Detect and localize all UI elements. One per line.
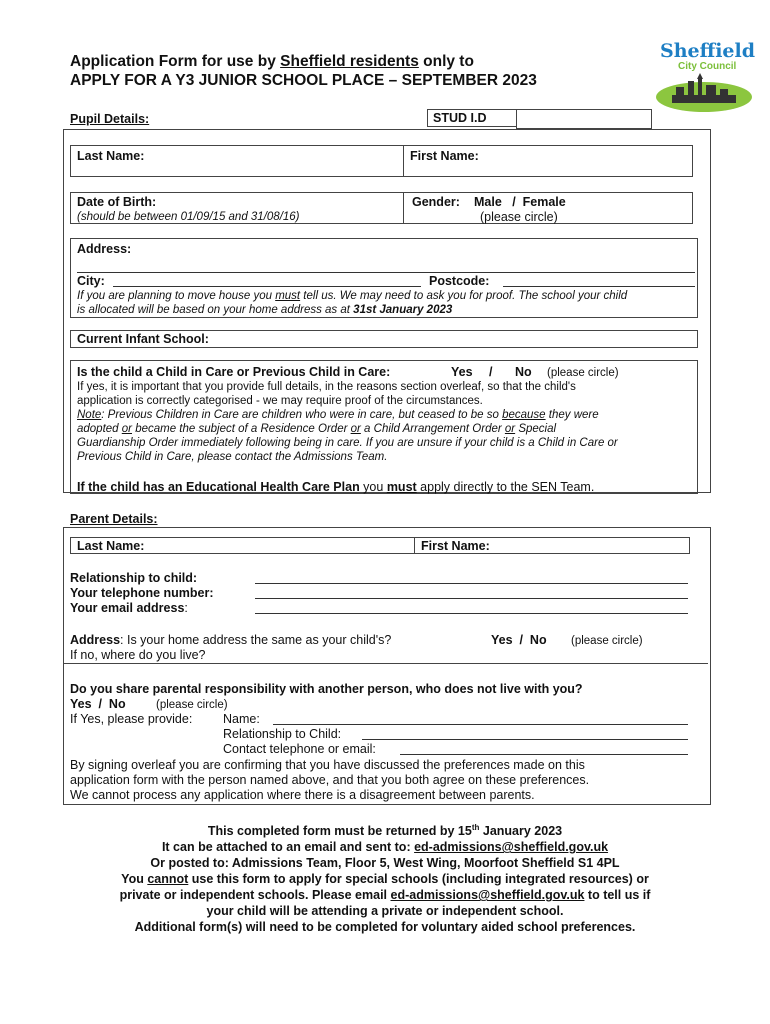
ehcp-post: apply directly to the SEN Team.: [416, 480, 595, 494]
care-note-or-1: or: [121, 423, 132, 435]
pupil-last-name-label: Last Name:: [77, 149, 145, 163]
signing-note-3: We cannot process any application where there is a disagreement between parents.: [70, 788, 535, 802]
dob-hint: (should be between 01/09/15 and 31/08/16): [77, 211, 300, 223]
parent-address-question: [70, 633, 391, 647]
gender-options[interactable]: Male / Female: [474, 195, 566, 209]
footer-return-post: January 2023: [479, 824, 563, 839]
shared-yes-no[interactable]: Yes / No: [70, 697, 126, 711]
parent-details-heading: Parent Details:: [70, 512, 158, 526]
signing-note-2: application form with the person named above, and that you both agree on these preferences.: [70, 773, 590, 787]
child-in-care-block: [70, 360, 698, 494]
care-note-1a: : Previous Children in Care are children who were in care, but ceased to be so: [101, 409, 503, 421]
parent-address-hint: (please circle): [571, 635, 643, 647]
title-pre: Application Form for use by: [70, 53, 281, 70]
care-note-or-3: or: [504, 423, 516, 435]
parent-last-name-label: Last Name:: [77, 539, 145, 553]
title-post: only to: [418, 53, 474, 70]
gender-hint: (please circle): [480, 210, 558, 224]
other-name-label: Name:: [223, 712, 260, 726]
care-note-because: because: [502, 409, 546, 421]
ehcp-bold: If the child has an Educational Health Care Plan: [77, 480, 360, 494]
footer-line-3: Or posted to: Admissions Team, Floor 5, West Wing, Moorfoot Sheffield S1 4PL: [150, 856, 620, 871]
shared-hint: (please circle): [156, 699, 228, 711]
footer-line-4: [40, 871, 730, 887]
address-line[interactable]: [77, 272, 695, 273]
move-note-must: must: [275, 290, 301, 302]
telephone-line[interactable]: [255, 598, 688, 599]
footer-cannot: cannot: [147, 872, 189, 887]
care-note-2g: Special: [515, 423, 557, 435]
care-question-row: [77, 365, 390, 379]
care-note-or-2: or: [350, 423, 361, 435]
care-no-option[interactable]: No: [515, 365, 532, 379]
care-note-3: Guardianship Order immediately following being in care. If you are unsure if your child is a Child in Care or: [77, 437, 618, 449]
footer-cannot-post: use this form to apply for special schools (including integrated resources) or: [188, 872, 649, 887]
move-note-line1: [77, 289, 627, 303]
city-label: City:: [77, 274, 105, 288]
footer-private-post: to tell us if: [584, 888, 651, 903]
parent-first-name-field[interactable]: [414, 537, 690, 554]
footer-return-sup: th: [471, 823, 480, 832]
email-line[interactable]: [255, 613, 688, 614]
relationship-label: Relationship to child:: [70, 571, 198, 585]
move-note-date: 31st January 2023: [353, 304, 453, 316]
footer-email-link-2[interactable]: ed-admissions@sheffield.gov.uk: [390, 888, 585, 903]
care-note-2a: adopted: [77, 423, 122, 435]
parent-address-where[interactable]: If no, where do you live?: [70, 648, 206, 662]
care-slash: /: [489, 365, 493, 379]
ehcp-must: must: [386, 480, 417, 494]
address-label: Address:: [77, 242, 132, 256]
parent-first-name-label: First Name:: [421, 539, 490, 553]
move-note-line2: [77, 303, 452, 317]
care-info-2: application is correctly categorised - we may require proof of the circumstances.: [77, 395, 483, 407]
care-note-1: [77, 408, 599, 422]
city-line[interactable]: [113, 286, 421, 287]
ehcp-note: [77, 480, 594, 494]
footer-line-5: [40, 887, 730, 903]
pupil-first-name-field[interactable]: [403, 145, 693, 177]
other-contact-line[interactable]: [400, 754, 688, 755]
footer-email-link[interactable]: ed-admissions@sheffield.gov.uk: [414, 840, 609, 855]
parent-address-bold: Address: [70, 633, 121, 647]
footer-line-2: [40, 839, 730, 855]
infant-school-label: Current Infant School:: [77, 332, 209, 346]
footer-line-7: Additional form(s) will need to be completed for voluntary aided school preferences.: [134, 920, 636, 935]
postcode-line[interactable]: [503, 286, 695, 287]
care-hint: (please circle): [547, 367, 619, 379]
signing-note-1: By signing overleaf you are confirming that you have discussed the preferences made on this: [70, 758, 585, 772]
footer-email-pre: It can be attached to an email and sent to:: [161, 840, 415, 855]
care-note-2c: became the subject of a Residence Order: [132, 423, 351, 435]
city-skyline-icon: [654, 73, 754, 113]
footer-private-pre: private or independent schools. Please email: [119, 888, 391, 903]
care-note-1c: they were: [545, 409, 599, 421]
pupil-gender-field[interactable]: [403, 192, 693, 224]
care-note-4: Previous Child in Care, please contact the Admissions Team.: [77, 451, 388, 463]
footer-line-6: your child will be attending a private or independent school.: [206, 904, 564, 919]
logo-sub: City Council: [678, 61, 737, 72]
parent-address-yes-no[interactable]: Yes / No: [491, 633, 547, 647]
care-note-label: Note: [77, 409, 102, 421]
if-yes-label: If Yes, please provide:: [70, 712, 193, 726]
care-yes-option[interactable]: Yes: [451, 365, 473, 379]
dob-label: Date of Birth:: [77, 195, 157, 209]
parent-address-rest: : Is your home address the same as your child's?: [120, 633, 392, 647]
email-label-row: [70, 601, 188, 615]
form-title-line2: APPLY FOR A Y3 JUNIOR SCHOOL PLACE – SEPTEMBER 2023: [70, 72, 537, 89]
care-note-2: [77, 422, 556, 436]
other-contact-label: Contact telephone or email:: [223, 742, 376, 756]
ehcp-mid: you: [359, 480, 387, 494]
care-question: Is the child a Child in Care or Previous Child in Care:: [77, 365, 391, 379]
parent-address-divider: [63, 663, 708, 664]
stud-id-label: STUD I.D: [433, 111, 487, 125]
care-info-1: If yes, it is important that you provide full details, in the reasons section overleaf, so that the child's: [77, 381, 576, 393]
current-infant-school-field[interactable]: [70, 330, 698, 348]
pupil-last-name-field[interactable]: [70, 145, 404, 177]
other-relationship-label: Relationship to Child:: [223, 727, 342, 741]
care-note-2e: a Child Arrangement Order: [360, 423, 505, 435]
postcode-label: Postcode:: [429, 274, 490, 288]
footer-instructions: [40, 820, 730, 935]
move-note-post: tell us. We may need to ask you for proof. The school your child: [300, 290, 628, 302]
move-note-pre: If you are planning to move house you: [77, 290, 276, 302]
footer-line-1: [40, 820, 730, 839]
pupil-details-heading: Pupil Details:: [70, 112, 150, 126]
other-relationship-line[interactable]: [362, 739, 688, 740]
email-label: Your email address: [70, 601, 185, 615]
gender-label: Gender:: [412, 195, 460, 209]
shared-responsibility-question: Do you share parental responsibility with another person, who does not live with you?: [70, 682, 583, 696]
email-colon: :: [184, 601, 188, 615]
footer-return-pre: This completed form must be returned by 15: [207, 824, 472, 839]
pupil-dob-field[interactable]: [70, 192, 404, 224]
sheffield-logo: [654, 40, 754, 112]
relationship-line[interactable]: [255, 583, 688, 584]
title-underlined: Sheffield residents: [280, 53, 419, 70]
stud-id-label-box: [427, 109, 517, 127]
stud-id-field[interactable]: [516, 109, 652, 129]
other-name-line[interactable]: [273, 724, 688, 725]
move-note-line2-pre: is allocated will be based on your home address as at: [77, 304, 354, 316]
logo-name: Sheffield: [660, 40, 756, 62]
pupil-first-name-label: First Name:: [410, 149, 479, 163]
telephone-label: Your telephone number:: [70, 586, 214, 600]
form-title-line1: [70, 53, 474, 71]
parent-last-name-field[interactable]: [70, 537, 415, 554]
pupil-address-block[interactable]: [70, 238, 698, 318]
footer-cannot-pre: You: [121, 872, 148, 887]
